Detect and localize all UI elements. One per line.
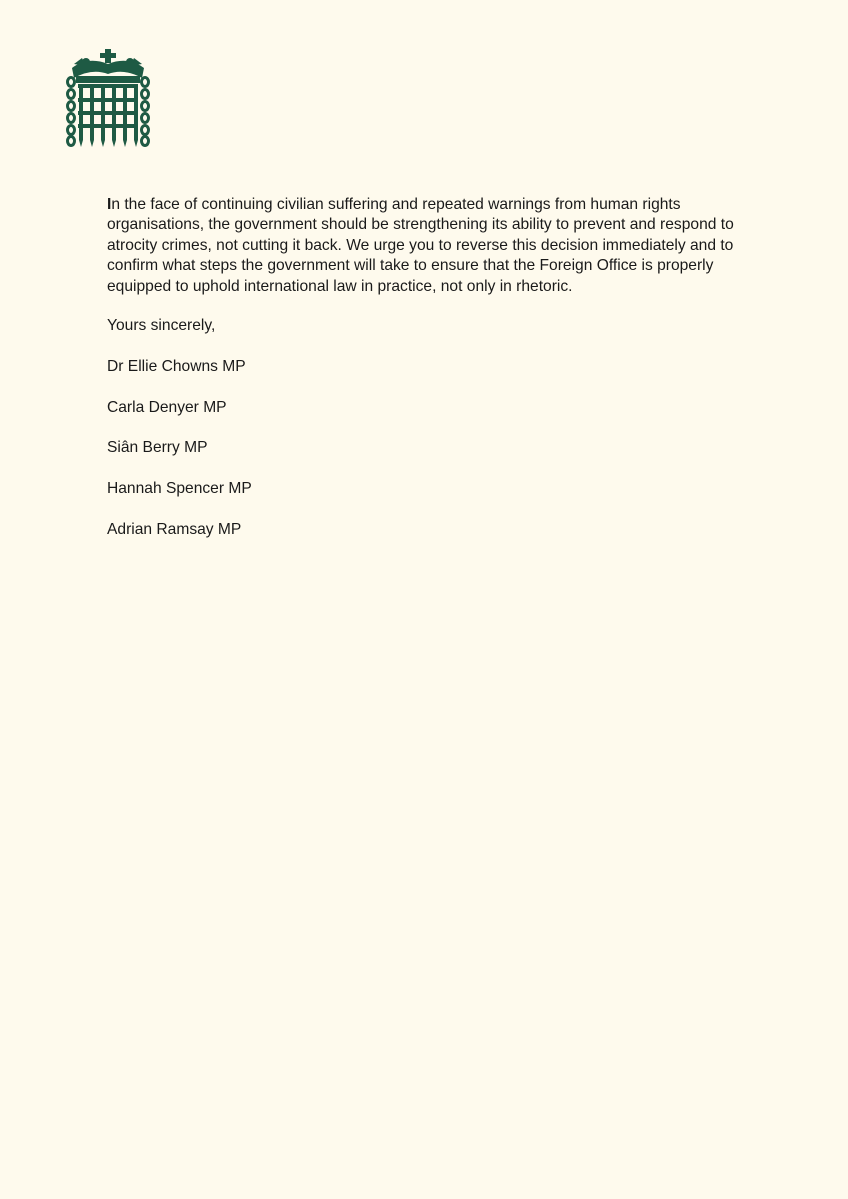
- closing-salutation: Yours sincerely,: [107, 317, 216, 334]
- signatory-name: Hannah Spencer MP: [107, 480, 252, 498]
- signatory-name: Dr Ellie Chowns MP: [107, 358, 246, 375]
- signatory-list: [107, 357, 252, 560]
- portcullis-crown-icon: [64, 48, 152, 148]
- letter-body: [107, 195, 757, 297]
- body-paragraph: [107, 195, 757, 297]
- signatory-name: Siân Berry MP: [107, 439, 208, 457]
- signatory-name: Adrian Ramsay MP: [107, 520, 242, 538]
- paragraph-initial: I: [107, 196, 112, 213]
- paragraph-text: n the face of continuing civilian suffering and repeated warnings from human rights organisations, the government should be strengthening its ability to prevent and respond to atrocity crimes, not cutting it back. We urge you to reverse this decision immediately and to confirm what steps the government will take to ensure that the Foreign Office is properly equipped to uphold international law in practice, not only in rhetoric.: [107, 196, 734, 295]
- signatory-name: Carla Denyer MP: [107, 398, 227, 416]
